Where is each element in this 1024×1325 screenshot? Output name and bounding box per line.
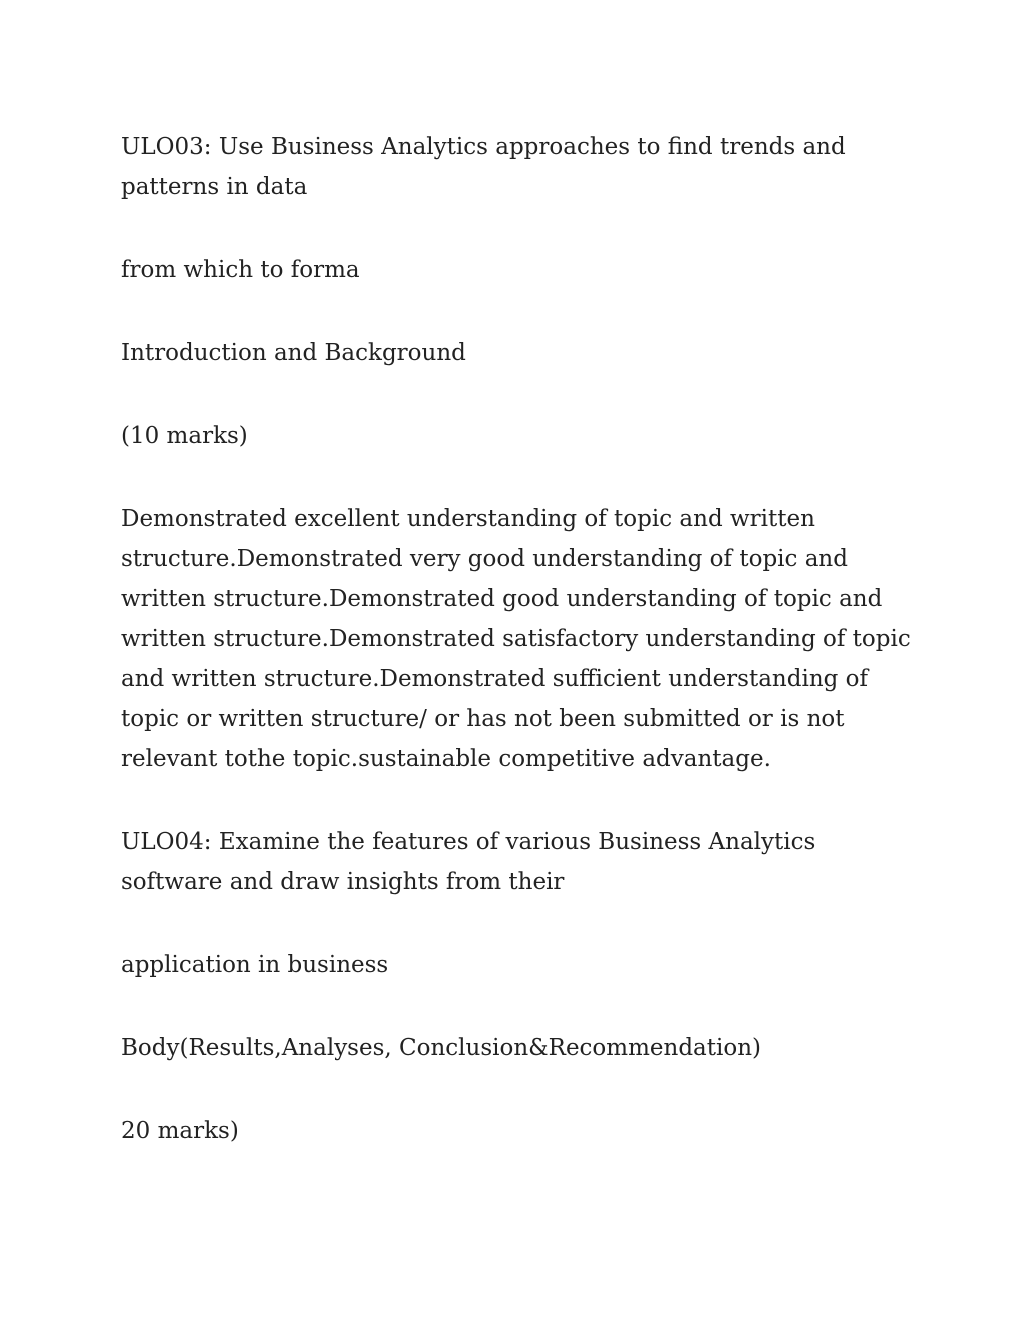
criteria-description: Demonstrated excellent understanding of topic and written structure.Demonstrated very good understanding of topic and written structure.Demonstrated good understanding of topic and written structure.Demonstrated satisfactory understanding of topic and written structure.Demonstrated sufficient understanding of topic or written structure/ or has not been submitted or is not relevant tothe topic.sustainable competitive advantage. — [121, 506, 911, 772]
ulo03-continuation: from which to forma — [121, 257, 360, 283]
ulo04-continuation: application in business — [121, 952, 389, 978]
section-title-introduction: Introduction and Background — [121, 340, 466, 366]
ulo03-heading: ULO03: Use Business Analytics approaches to find trends and patterns in data — [121, 134, 846, 200]
marks-introduction: (10 marks) — [121, 423, 248, 449]
marks-body: 20 marks) — [121, 1118, 239, 1144]
document-content — [121, 127, 911, 1194]
section-title-body: Body(Results,Analyses, Conclusion&Recommendation) — [121, 1035, 761, 1061]
ulo04-heading: ULO04: Examine the features of various Business Analytics software and draw insights from their — [121, 829, 816, 895]
